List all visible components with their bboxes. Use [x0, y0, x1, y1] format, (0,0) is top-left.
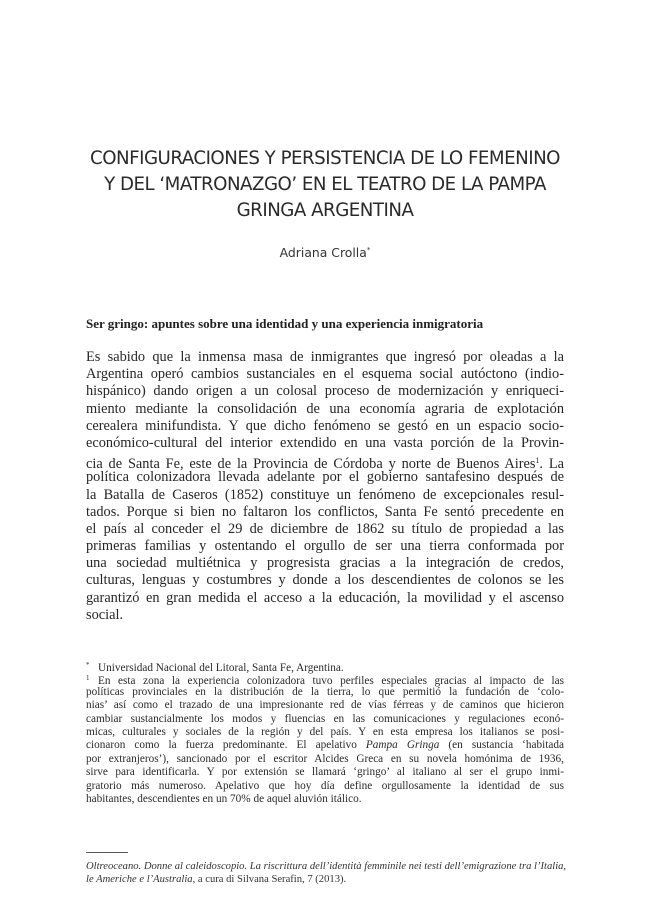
source-line: Oltreoceano. Donne al caleidoscopio. La riscrittura dell’identità femminile nei testi dell’emigrazione tra l’Italia,	[86, 861, 567, 872]
footnote-1-line: políticas provinciales en la distribución de la tierra, lo que permitió la fundación de ‘colo-	[86, 685, 564, 698]
body-line: Es sabido que la inmensa masa de inmigrantes que ingresó por oleadas a la	[86, 349, 564, 365]
footnote-1-line	[86, 739, 564, 752]
source-italic: le Americhe e l’Australia	[86, 874, 193, 885]
body-line: una sociedad multiétnica y progresista gracias a la integración de credos,	[86, 555, 564, 572]
footnote-1-line: micas, culturales y sociales de la región y del país. Y en esta empresa los italianos se posi-	[86, 725, 564, 738]
body-line: garantizó en gran medida el acceso a la educación, la movilidad y el ascenso	[86, 589, 564, 606]
body-paragraph	[86, 349, 564, 624]
footnote-1-line: gratorio más numeroso. Apelativo que hoy día define orgullosamente la identidad de sus	[86, 779, 564, 792]
footnote-1-line: nias’ así como el trazado de una impresionante red de vías férreas y de caminos que hicieron	[86, 699, 564, 712]
author-footnote-mark: *	[366, 246, 371, 254]
footnote-1-line	[86, 672, 564, 688]
footnote-text: cionaron como la fuerza predominante. El apelativo	[86, 739, 357, 752]
body-line: miento mediante la consolidación de una economía agraria de explotación	[86, 400, 564, 417]
footnotes	[86, 659, 564, 806]
body-line: cerealera minifundista. Y que dicho fenómeno se gestó en un espacio socio-	[86, 417, 564, 434]
body-line: hispánico) dando origen a un colosal proceso de modernización y enriqueci-	[86, 383, 564, 400]
footnote-text: (en sustancia ‘habitada	[439, 739, 564, 752]
footnote-1-line: por extranjeros’), sancionado por el escritor Alcides Greca en su novela homónima de 1936,	[86, 752, 564, 765]
body-line: social.	[86, 606, 124, 623]
footnote-1-line: sirve para identificarla. Y por extensión se llamará ‘gringo’ al italiano al ser el grupo inmi-	[86, 766, 564, 779]
footnote-text: Universidad Nacional del Litoral, Santa Fe, Argentina.	[98, 662, 344, 674]
footnote-text: En esta zona la experiencia colonizadora tuvo perfiles especiales gracias al impacto de las	[98, 675, 564, 688]
source-plain: , a cura di Silvana Serafin, 7 (2013).	[192, 874, 347, 885]
body-line-tail: . La	[539, 456, 564, 473]
body-line: el país al conceder el 29 de diciembre de 1862 su título de propiedad a las	[86, 520, 564, 537]
source-line	[86, 873, 564, 886]
body-line-text: cia de Santa Fe, este de la Provincia de Córdoba y norte de Buenos Aires	[86, 456, 536, 473]
footnote-affiliation	[86, 659, 564, 672]
body-line: Argentina operó cambios sustanciales en el esquema social autóctono (indio-	[86, 366, 564, 383]
footnote-italic-term: Pampa Gringa	[365, 739, 440, 752]
body-line: culturas, lenguas y costumbres y donde a los descendientes de colonos se les	[86, 572, 564, 589]
source-divider	[86, 852, 128, 853]
body-line: primeras familias y ostentando el orgullo de ser una tierra conformada por	[86, 538, 564, 555]
body-line: tados. Porque si bien no faltaron los conflictos, Santa Fe sentó precedente en	[86, 503, 564, 520]
source-citation	[86, 860, 567, 886]
footnote-ref-1[interactable]: 1	[535, 456, 540, 466]
title-line: CONFIGURACIONES Y PERSISTENCIA DE LO FEMENINO	[90, 148, 560, 169]
footnote-1-line: cambiar sustancialmente los modos y fluencias en las comunicaciones y regulaciones econó-	[86, 712, 564, 725]
title-line: GRINGA ARGENTINA	[236, 200, 414, 221]
body-line: política colonizadora llevada adelante por el gobierno santafesino después de	[86, 469, 564, 486]
footnote-1-line: habitantes, descendientes en un 70% de aquel aluvión itálico.	[86, 792, 362, 805]
footnote-mark: 1	[86, 674, 90, 683]
body-line-with-footnote	[86, 452, 564, 473]
footnote-mark: *	[86, 661, 90, 669]
body-line: económico-cultural del interior extendido en una vasta porción de la Provin-	[86, 434, 564, 451]
article-title	[60, 146, 590, 224]
body-line: la Batalla de Caseros (1852) constituye un fenómeno de excepcionales resul-	[86, 486, 564, 503]
title-line: Y DEL ‘MATRONAZGO’ EN EL TEATRO DE LA PAMPA	[104, 174, 546, 195]
author-name	[0, 245, 650, 260]
section-heading: Ser gringo: apuntes sobre una identidad y una experiencia inmigratoria	[86, 316, 484, 331]
author-text: Adriana Crolla	[279, 245, 367, 260]
